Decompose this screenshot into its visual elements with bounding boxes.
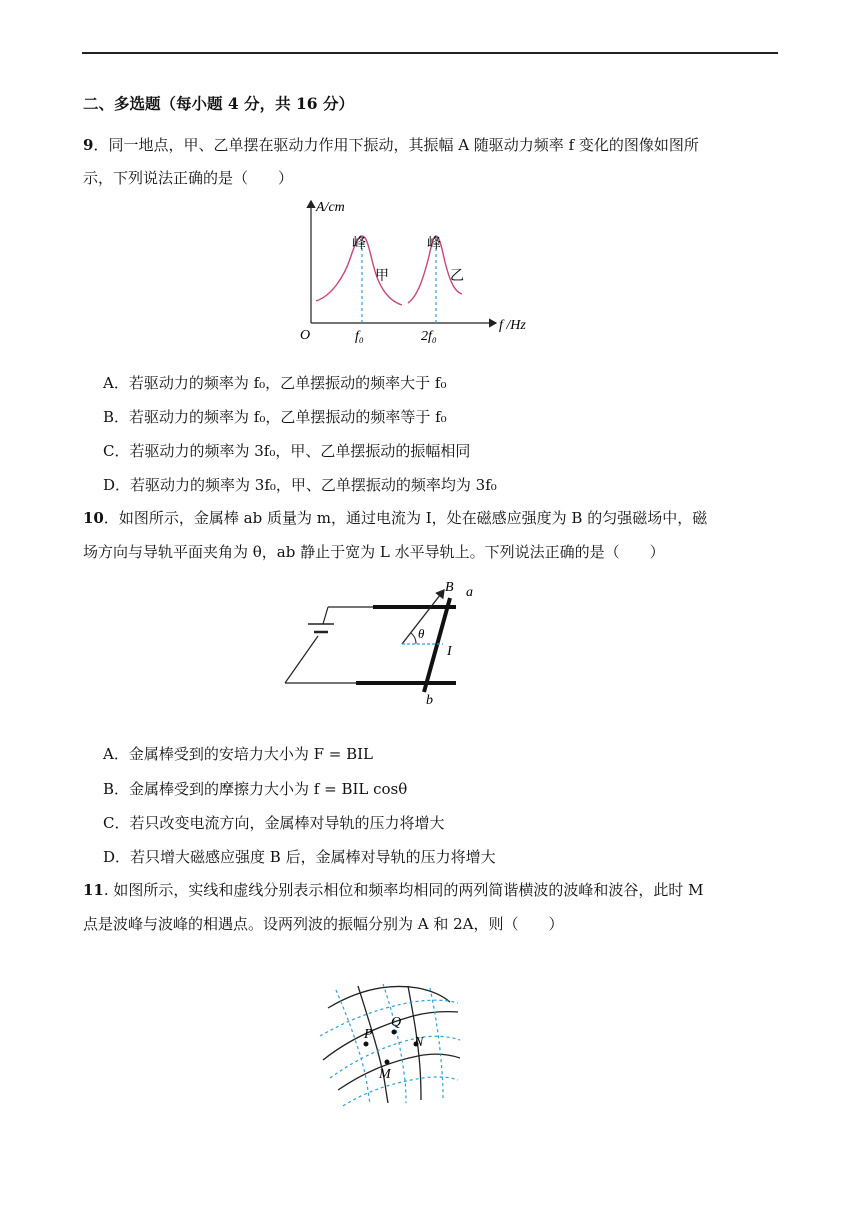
q10-label-b-field: B bbox=[445, 580, 454, 595]
q9-y-label: A/cm bbox=[316, 200, 345, 215]
q11-label-m: M bbox=[379, 1067, 391, 1082]
q11-solid-crest-3 bbox=[328, 986, 450, 1008]
q11-point-p bbox=[364, 1042, 369, 1047]
q11-dashed-trough-6 bbox=[430, 988, 443, 1098]
q9-peak-label-2: 峰 bbox=[427, 237, 441, 252]
q11-dashed-trough-3 bbox=[343, 1077, 458, 1106]
q10-option-b: B．金属棒受到的摩擦力大小为 f = BIL cosθ bbox=[103, 780, 408, 798]
q11-number: 11 bbox=[83, 881, 104, 899]
q11-label-q: Q bbox=[391, 1015, 402, 1030]
header-rule bbox=[82, 52, 778, 54]
q10-theta-arc bbox=[411, 633, 416, 644]
q9-curve-label-jia: 甲 bbox=[375, 269, 389, 284]
q10-stem-line2: 场方向与导轨平面夹角为 θ，ab 静止于宽为 L 水平导轨上。下列说法正确的是（ ） bbox=[83, 543, 665, 561]
q9-tick-2f0: 2f₀ bbox=[421, 329, 437, 344]
q10-number: 10 bbox=[83, 509, 104, 527]
q10-option-d: D．若只增大磁感应强度 B 后，金属棒对导轨的压力将增大 bbox=[103, 848, 496, 866]
q11-stem-line2: 点是波峰与波峰的相遇点。设两列波的振幅分别为 A 和 2A，则（ ） bbox=[83, 915, 564, 933]
q9-curve-label-yi: 乙 bbox=[450, 269, 464, 284]
q9-x-label: f /Hz bbox=[499, 318, 526, 333]
q10-label-theta: θ bbox=[418, 626, 425, 641]
q10-label-current: I bbox=[447, 644, 452, 659]
q9-number: 9 bbox=[83, 136, 94, 154]
q9-option-d: D．若驱动力的频率为 3f₀，甲、乙单摆振动的频率均为 3f₀ bbox=[103, 476, 497, 494]
q9-origin-label: O bbox=[300, 328, 311, 343]
q11-solid-crest-4 bbox=[358, 986, 388, 1103]
q9-tick-f0: f₀ bbox=[355, 329, 364, 344]
q11-point-q bbox=[392, 1030, 397, 1035]
q10-option-c: C．若只改变电流方向，金属棒对导轨的压力将增大 bbox=[103, 814, 445, 832]
q9-option-c: C．若驱动力的频率为 3f₀，甲、乙单摆振动的振幅相同 bbox=[103, 442, 471, 460]
q11-point-m bbox=[385, 1060, 390, 1065]
q10-label-b: b bbox=[426, 693, 433, 706]
q9-option-a: A．若驱动力的频率为 f₀，乙单摆振动的频率大于 f₀ bbox=[103, 374, 447, 392]
q11-label-p: P bbox=[364, 1027, 373, 1042]
section-title: 二、多选题（每小题 4 分，共 16 分） bbox=[83, 94, 354, 113]
q10-wire-left bbox=[285, 636, 318, 683]
q10-option-a: A．金属棒受到的安培力大小为 F = BIL bbox=[103, 745, 374, 763]
q10-stem-text1: ．如图所示，金属棒 ab 质量为 m，通过电流为 I，处在磁感应强度为 B 的匀强磁场中，磁 bbox=[103, 509, 708, 527]
q10-stem-line1 bbox=[83, 507, 707, 528]
q10-label-a: a bbox=[466, 585, 473, 600]
q9-peak-label-1: 峰 bbox=[352, 237, 366, 252]
q9-stem-text1: ．同一地点，甲、乙单摆在驱动力作用下振动，其振幅 A 随驱动力频率 f 变化的图像如图所 bbox=[93, 136, 699, 154]
q11-stem-line1 bbox=[83, 879, 704, 900]
q11-label-n: N bbox=[414, 1035, 424, 1050]
q10-rail-figure bbox=[278, 576, 488, 706]
q11-stem-text1: . 如图所示，实线和虚线分别表示相位和频率均相同的两列简谐横波的波峰和波谷，此时 M bbox=[103, 881, 704, 899]
q9-option-b: B．若驱动力的频率为 f₀，乙单摆振动的频率等于 f₀ bbox=[103, 408, 447, 426]
q9-stem-line1 bbox=[83, 134, 699, 155]
q9-stem-line2: 示，下列说法正确的是（ ） bbox=[83, 169, 294, 187]
q11-dashed-trough-5 bbox=[383, 984, 406, 1103]
q9-resonance-figure bbox=[296, 196, 546, 346]
q11-wave-figure bbox=[318, 978, 468, 1108]
q10-wire-left-top bbox=[323, 607, 328, 624]
